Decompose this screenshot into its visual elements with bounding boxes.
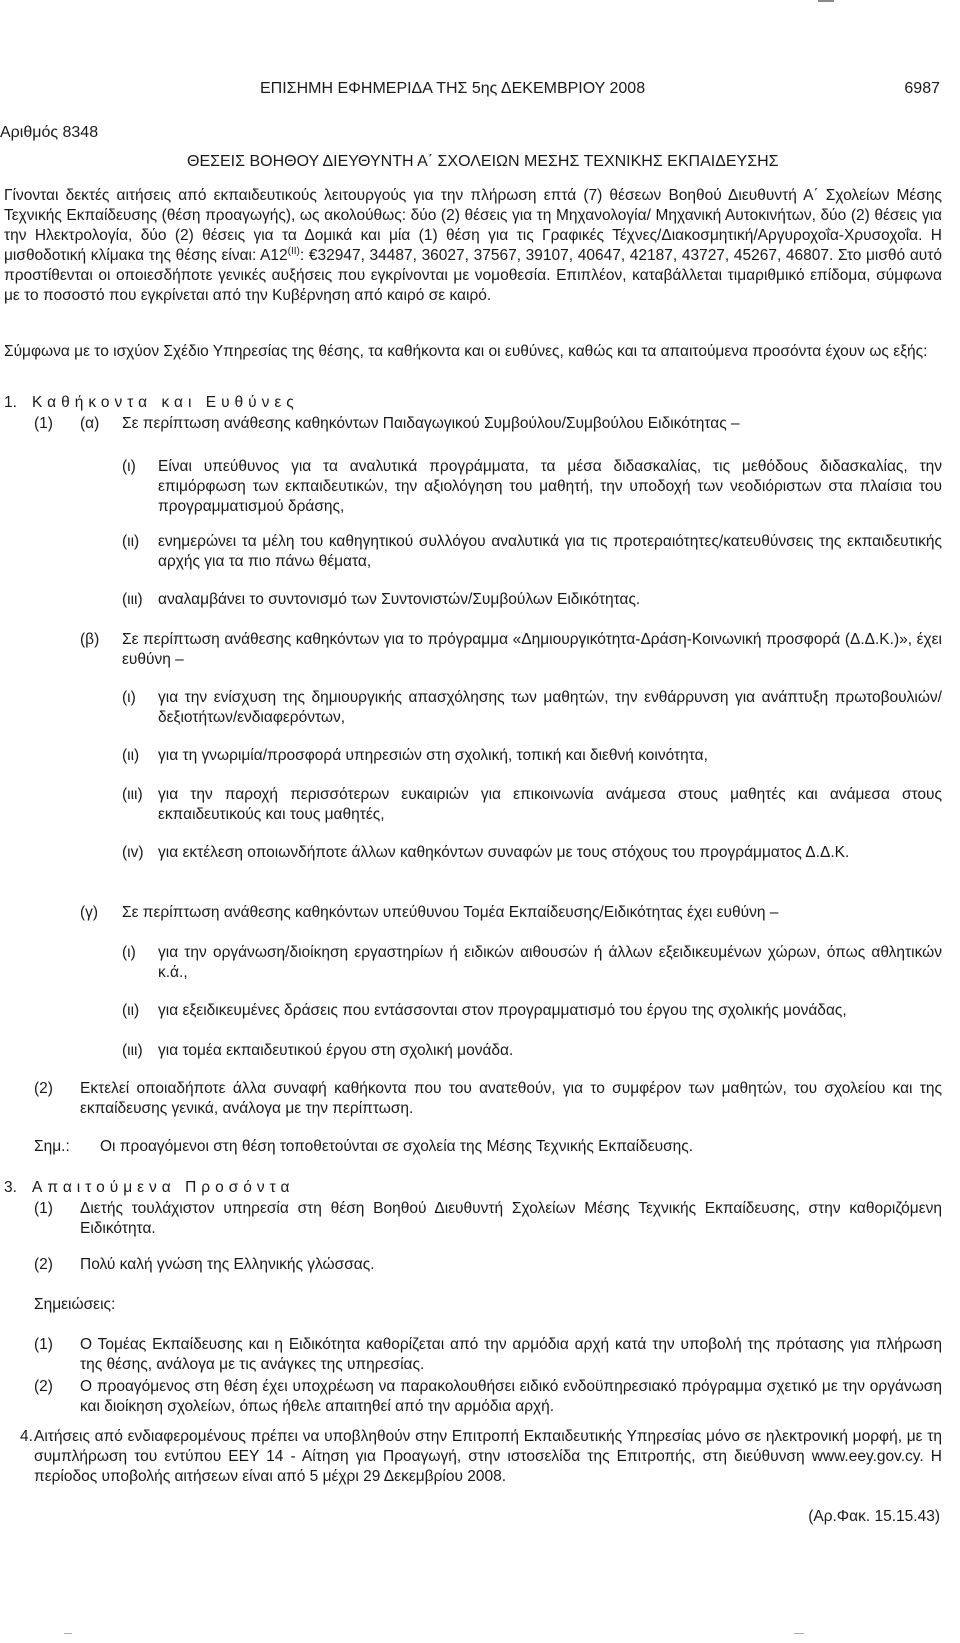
duty-2-text: Εκτελεί οποιαδήποτε άλλα συναφή καθήκοντα που του ανατεθούν, για το συμφέρον των μαθητών, του σχολείου και της εκπαίδευσης γενικά, ανάλογα με την περίπτωση. — [80, 1080, 942, 1117]
notice-title: ΘΕΣΕΙΣ ΒΟΗΘΟΥ ΔΙΕΥΘΥΝΤΗ Α΄ ΣΧΟΛΕΙΩΝ ΜΕΣΗΣ ΤΕΧΝΙΚΗΣ ΕΚΠΑΙΔΕΥΣΗΣ — [187, 153, 779, 170]
qual-note-1-number: (1) — [34, 1336, 53, 1353]
qualifications-heading: Απαιτούμενα Προσόντα — [32, 1179, 295, 1196]
intro-text: Γίνονται δεκτές αιτήσεις από εκπαιδευτικούς λειτουργούς για την πλήρωση επτά (7) θέσεων Βοηθού Διευθυντή Α΄ Σχολείων Μέσης Τεχνικής Εκπαίδευσης (θέση προαγωγής), ως ακολούθως: δύο (2) θέσεις για τη Μηχανολογία/ Μηχανική Αυτοκινήτων, δύο (2) θέσεις για την Ηλεκτρολογία, δύο (2) θέσεις για τα Δομικά και μία (1) θέση για τις Γραφικές Τέχνες/Διακοσμητική/Αργυροχοΐα-Χρυσοχοΐα. Η μισθοδοτική κλίμακα της θέσης είναι: Α12 — [4, 187, 942, 264]
qualification-2-number: (2) — [34, 1256, 53, 1273]
intro-paragraph — [4, 186, 942, 306]
duty-a2-text: ενημερώνει τα μέλη του καθηγητικού συλλόγου αναλυτικά για τις προτεραιότητες/κατευθύνσεις της εκπαιδευτικής αρχής για τα πιο πάνω θέματα, — [158, 533, 942, 570]
qualification-2-text: Πολύ καλή γνώση της Ελληνικής γλώσσας. — [80, 1256, 375, 1273]
duty-c1-label: (ι) — [122, 944, 136, 961]
qual-note-2-number: (2) — [34, 1378, 53, 1395]
duty-b-label: (β) — [80, 631, 100, 648]
duty-c-label: (γ) — [80, 904, 99, 921]
duty-a3-text: αναλαμβάνει το συντονισμό των Συντονιστών/Συμβούλων Ειδικότητας. — [158, 591, 641, 608]
duty-b-text: Σε περίπτωση ανάθεσης καθηκόντων για το πρόγραμμα «Δημιουργικότητα-Δράση-Κοινωνική προσφορά (Δ.Δ.Κ.)», έχει ευθύνη – — [122, 631, 942, 668]
duty-c2-label: (ιι) — [122, 1002, 140, 1019]
note-label: Σημ.: — [34, 1138, 70, 1155]
duty-c3-text: για τομέα εκπαιδευτικού έργου στη σχολική μονάδα. — [158, 1042, 514, 1059]
scheme-paragraph: Σύμφωνα με το ισχύον Σχέδιο Υπηρεσίας της θέσης, τα καθήκοντα και οι ευθύνες, καθώς και τα απαιτούμενα προσόντα έχουν ως εξής: — [4, 343, 928, 360]
gazette-header-title: ΕΠΙΣΗΜΗ ΕΦΗΜΕΡΙΔΑ ΤΗΣ 5ης ΔΕΚΕΜΒΡΙΟΥ 2008 — [260, 80, 646, 97]
qualification-1-text: Διετής τουλάχιστον υπηρεσία στη θέση Βοηθού Διευθυντή Σχολείων Μέσης Τεχνικής Εκπαίδευσης, στην καθοριζόμενη Ειδικότητα. — [80, 1200, 942, 1237]
qual-note-1-text: Ο Τομέας Εκπαίδευσης και η Ειδικότητα καθορίζεται από την αρμόδια αρχή κατά την υποβολή της πρότασης για πλήρωση της θέσης, ανάλογα με τις ανάγκες της υπηρεσίας. — [80, 1336, 942, 1373]
duty-b1-label: (ι) — [122, 689, 136, 706]
scan-mark-left — [64, 1633, 72, 1634]
duty-b2-text: για τη γνωριμία/προσφορά υπηρεσιών στη σχολική, τοπική και διεθνή κοινότητα, — [158, 747, 708, 764]
duty-1-number: (1) — [34, 415, 53, 432]
note-text: Οι προαγόμενοι στη θέση τοποθετούνται σε σχολεία της Μέσης Τεχνικής Εκπαίδευσης. — [100, 1138, 694, 1155]
scale-superscript: (ΙΙ) — [287, 245, 300, 257]
duty-a3-label: (ιιι) — [122, 591, 143, 608]
duty-a-text: Σε περίπτωση ανάθεσης καθηκόντων Παιδαγωγικού Συμβούλου/Συμβούλου Ειδικότητας – — [122, 415, 740, 432]
duties-heading: Καθήκοντα και Ευθύνες — [32, 394, 299, 411]
notes-heading: Σημειώσεις: — [34, 1296, 116, 1313]
file-reference: (Αρ.Φακ. 15.15.43) — [808, 1508, 940, 1525]
duty-2-number: (2) — [34, 1080, 53, 1097]
scan-mark — [818, 0, 834, 2]
qualifications-number: 3. — [4, 1179, 17, 1196]
duty-b4-label: (ιv) — [122, 844, 144, 861]
applications-text: Αιτήσεις από ενδιαφερομένους πρέπει να υποβληθούν στην Επιτροπή Εκπαιδευτικής Υπηρεσίας μόνο σε ηλεκτρονική μορφή, με τη συμπλήρωση του εντύπου ΕΕΥ 14 - Αίτηση για Προαγωγή, στην ιστοσελίδα της Επιτροπής, στη διεύθυνση www.eey.gov.cy. Η περίοδος υποβολής αιτήσεων είναι από 5 μέχρι 29 Δεκεμβρίου 2008. — [34, 1428, 942, 1485]
duty-a2-label: (ιι) — [122, 533, 140, 550]
duty-a1-text: Είναι υπεύθυνος για τα αναλυτικά προγράμματα, τα μέσα διδασκαλίας, τις μεθόδους διδασκαλίας, την επιμόρφωση των εκπαιδευτικών, την αξιολόγηση του μαθητή, την υποδοχή των νεοδιόριστων στα πλαίσια του προγραμματισμού δράσης, — [158, 458, 942, 515]
duty-c3-label: (ιιι) — [122, 1042, 143, 1059]
scan-mark-right — [794, 1633, 804, 1634]
salary-text: : €32947, 34487, 36027, 37567, 39107, 40647, 42187, 43727, 45267, 46807. Στο μισθό αυτό προστίθενται οι οποιεσδήποτε γενικές αυξήσεις που εγκρίνονται με νομοθεσία. Επιπλέον, καταβάλλεται τιμαριθμικό επίδομα, σύμφωνα με το ποσοστό που εγκρίνεται από την Κυβέρνηση από καιρό σε καιρό. — [4, 247, 942, 304]
applications-number: 4. — [20, 1428, 33, 1445]
duty-b2-label: (ιι) — [122, 747, 140, 764]
duty-a-label: (α) — [80, 415, 100, 432]
duty-c-text: Σε περίπτωση ανάθεσης καθηκόντων υπεύθυνου Τομέα Εκπαίδευσης/Ειδικότητας έχει ευθύνη – — [122, 904, 779, 921]
duty-c2-text: για εξειδικευμένες δράσεις που εντάσσονται στον προγραμματισμό του έργου της σχολικής μονάδας, — [158, 1002, 847, 1019]
duty-a1-label: (ι) — [122, 458, 136, 475]
duties-number: 1. — [4, 394, 17, 411]
qual-note-2-text: Ο προαγόμενος στη θέση έχει υποχρέωση να παρακολουθήσει ειδικό ενδοϋπηρεσιακό πρόγραμμα σχετικό με την οργάνωση και διοίκηση σχολείων, όπως ήθελε απαιτηθεί από την αρμόδια αρχή. — [80, 1378, 942, 1415]
duty-b3-text: για την παροχή περισσότερων ευκαιριών για επικοινωνία ανάμεσα στους μαθητές και ανάμεσα στους εκπαιδευτικούς και τους μαθητές, — [158, 786, 942, 823]
duty-c1-text: για την οργάνωση/διοίκηση εργαστηρίων ή ειδικών αιθουσών ή άλλων εξειδικευμένων χώρων, όπως αθλητικών κ.ά., — [158, 944, 942, 981]
page-number: 6987 — [904, 80, 940, 97]
duty-b3-label: (ιιι) — [122, 786, 143, 803]
qualification-1-number: (1) — [34, 1200, 53, 1217]
notice-number: Αριθμός 8348 — [0, 124, 99, 141]
duty-b4-text: για εκτέλεση οποιωνδήποτε άλλων καθηκόντων συναφών με τους στόχους του προγράμματος Δ.Δ.Κ. — [158, 844, 850, 861]
duty-b1-text: για την ενίσχυση της δημιουργικής απασχόλησης των μαθητών, την ενθάρρυνση για ανάπτυξη πρωτοβουλιών/δεξιοτήτων/ενδιαφερόντων, — [158, 689, 942, 726]
